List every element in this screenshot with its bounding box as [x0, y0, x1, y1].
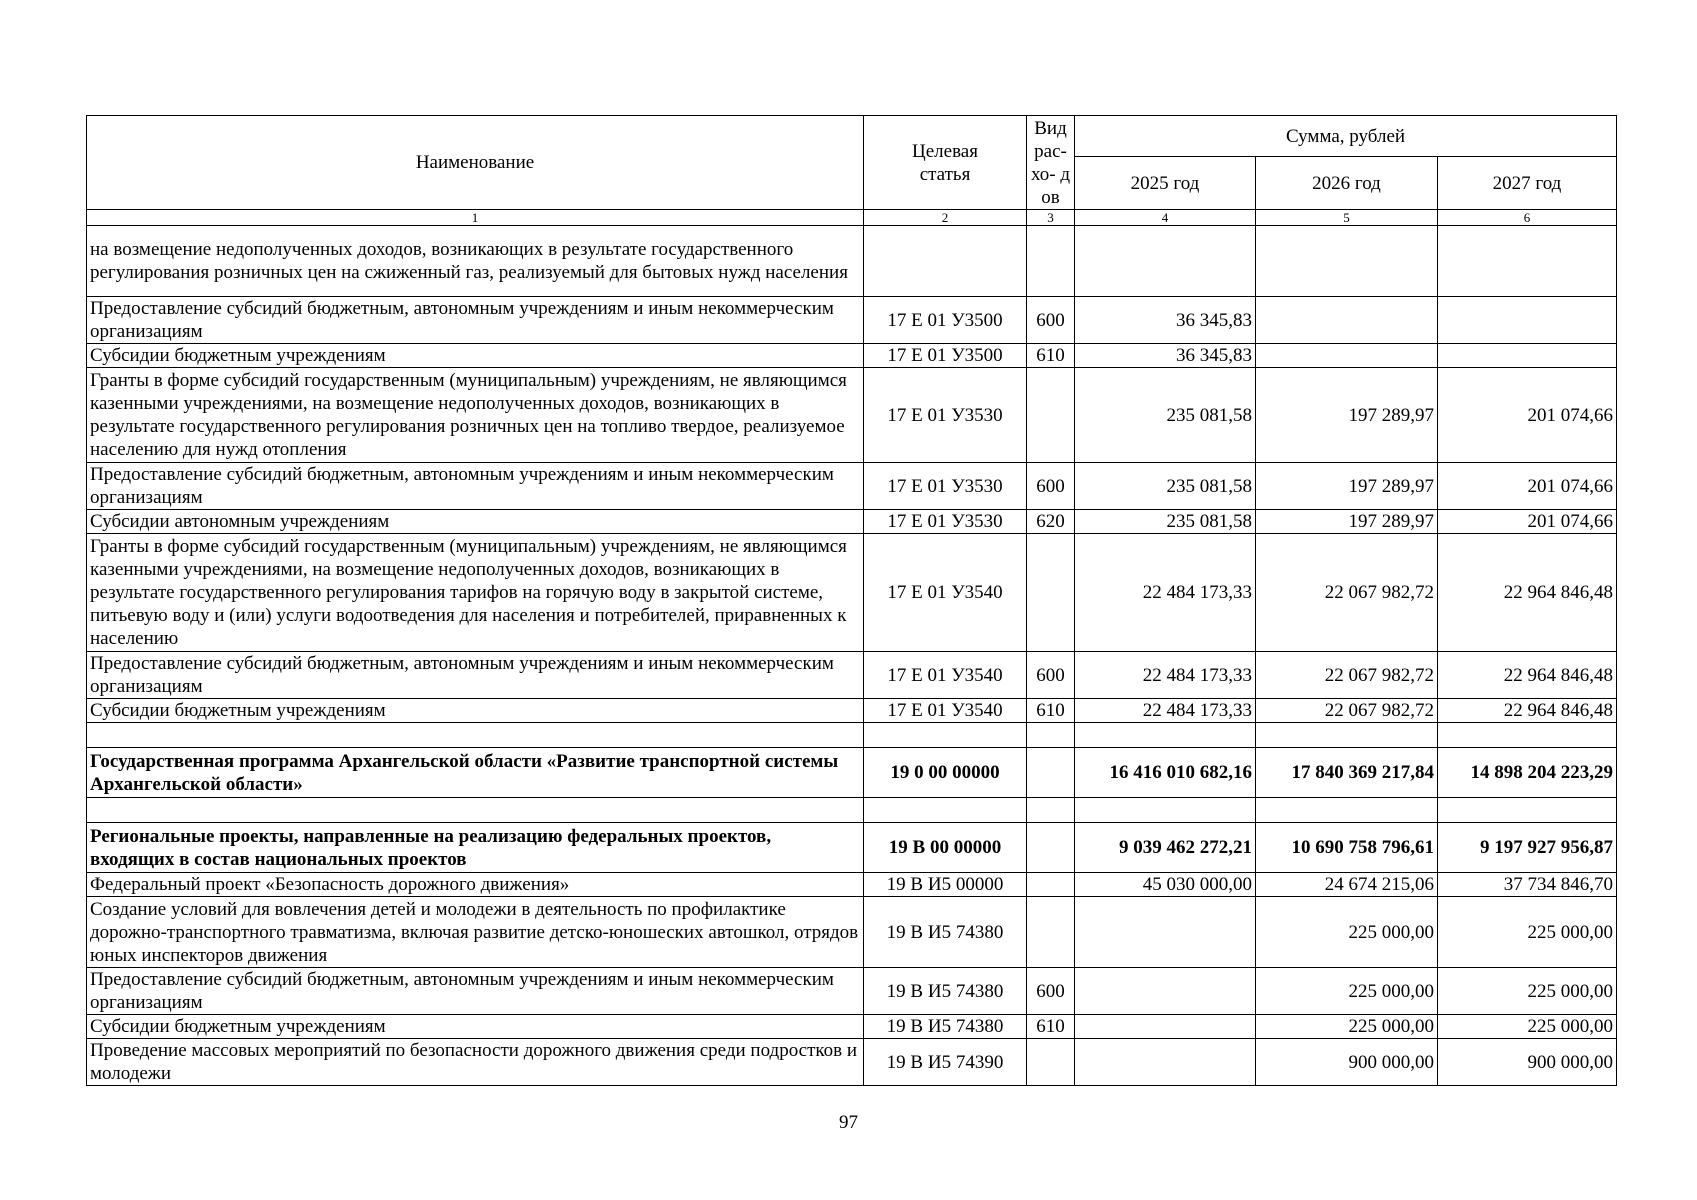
- row-kind: [1027, 368, 1075, 463]
- row-name: [87, 798, 864, 823]
- row-code: [864, 226, 1027, 297]
- table-row: [87, 968, 1617, 1015]
- row-amount-2025: [1075, 798, 1256, 823]
- header-year-2027: 2027 год: [1438, 157, 1617, 210]
- row-kind: [1027, 897, 1075, 968]
- row-code: 19 В И5 74380: [864, 968, 1027, 1015]
- table-row: [87, 897, 1617, 968]
- row-amount-2025: 16 416 010 682,16: [1075, 748, 1256, 798]
- row-name: Гранты в форме субсидий государственным (муниципальным) учреждениям, не являющимся казенными учреждениями, на возмещение недополученных доходов, возникающих в результате государственного регулирования тарифов на горячую воду в закрытой системе, питьевую воду и (или) услуги водоотведения для населения и потребителей, приравненных к населению: [87, 534, 864, 652]
- header-name: Наименование: [87, 116, 864, 210]
- table-row: [87, 1039, 1617, 1086]
- row-amount-2025: [1075, 968, 1256, 1015]
- column-number-row: [87, 210, 1617, 226]
- table-row: [87, 823, 1617, 873]
- row-name: Создание условий для вовлечения детей и молодежи в деятельность по профилактике дорожно-транспортного травматизма, включая развитие детско-юношеских автошкол, отрядов юных инспекторов движения: [87, 897, 864, 968]
- column-number: 4: [1075, 210, 1256, 226]
- row-code: [864, 798, 1027, 823]
- row-name: [87, 723, 864, 748]
- table-row: [87, 368, 1617, 463]
- row-name: Региональные проекты, направленные на реализацию федеральных проектов, входящих в состав национальных проектов: [87, 823, 864, 873]
- row-amount-2025: 235 081,58: [1075, 463, 1256, 510]
- row-name: Предоставление субсидий бюджетным, автономным учреждениям и иным некоммерческим организациям: [87, 297, 864, 344]
- row-kind: 620: [1027, 510, 1075, 534]
- row-name: Субсидии бюджетным учреждениям: [87, 699, 864, 723]
- table-row: [87, 534, 1617, 652]
- row-kind: [1027, 873, 1075, 897]
- row-amount-2026: 225 000,00: [1256, 897, 1438, 968]
- table-row: [87, 510, 1617, 534]
- row-amount-2025: [1075, 723, 1256, 748]
- row-amount-2027: [1438, 226, 1617, 297]
- row-amount-2026: 197 289,97: [1256, 463, 1438, 510]
- header-code: Целевая статья: [864, 116, 1027, 210]
- budget-table: [86, 115, 1617, 1086]
- row-kind: [1027, 1039, 1075, 1086]
- row-code: 19 0 00 00000: [864, 748, 1027, 798]
- row-amount-2026: 24 674 215,06: [1256, 873, 1438, 897]
- column-number: 6: [1438, 210, 1617, 226]
- row-amount-2025: [1075, 897, 1256, 968]
- header-kind: Вид рас- хо- дов: [1027, 116, 1075, 210]
- row-kind: 600: [1027, 463, 1075, 510]
- row-amount-2025: 36 345,83: [1075, 344, 1256, 368]
- row-kind: 600: [1027, 297, 1075, 344]
- row-amount-2027: 900 000,00: [1438, 1039, 1617, 1086]
- table-row: [87, 344, 1617, 368]
- row-name: на возмещение недополученных доходов, возникающих в результате государственного регулирования розничных цен на сжиженный газ, реализуемый для бытовых нужд населения: [87, 226, 864, 297]
- row-amount-2026: [1256, 226, 1438, 297]
- row-amount-2027: 9 197 927 956,87: [1438, 823, 1617, 873]
- row-amount-2027: [1438, 798, 1617, 823]
- row-amount-2027: 201 074,66: [1438, 463, 1617, 510]
- row-amount-2025: 36 345,83: [1075, 297, 1256, 344]
- column-number: 2: [864, 210, 1027, 226]
- row-kind: [1027, 226, 1075, 297]
- table-row: [87, 873, 1617, 897]
- row-amount-2025: [1075, 1015, 1256, 1039]
- row-amount-2027: [1438, 344, 1617, 368]
- row-amount-2026: [1256, 723, 1438, 748]
- row-name: Государственная программа Архангельской области «Развитие транспортной системы Архангельской области»: [87, 748, 864, 798]
- row-amount-2025: 22 484 173,33: [1075, 699, 1256, 723]
- row-amount-2027: [1438, 723, 1617, 748]
- row-amount-2027: 37 734 846,70: [1438, 873, 1617, 897]
- table-row: [87, 723, 1617, 748]
- row-code: 17 Е 01 У3530: [864, 463, 1027, 510]
- row-code: 19 В И5 74390: [864, 1039, 1027, 1086]
- row-code: [864, 723, 1027, 748]
- row-amount-2027: 22 964 846,48: [1438, 699, 1617, 723]
- row-amount-2027: 225 000,00: [1438, 1015, 1617, 1039]
- row-kind: 600: [1027, 652, 1075, 699]
- table-row: [87, 1015, 1617, 1039]
- row-kind: [1027, 534, 1075, 652]
- row-code: 17 Е 01 У3530: [864, 510, 1027, 534]
- row-amount-2027: 22 964 846,48: [1438, 534, 1617, 652]
- row-amount-2027: 201 074,66: [1438, 510, 1617, 534]
- row-code: 17 Е 01 У3500: [864, 344, 1027, 368]
- row-amount-2025: 22 484 173,33: [1075, 652, 1256, 699]
- row-code: 19 В 00 00000: [864, 823, 1027, 873]
- table-row: [87, 748, 1617, 798]
- row-name: Предоставление субсидий бюджетным, автономным учреждениям и иным некоммерческим организациям: [87, 652, 864, 699]
- row-kind: 610: [1027, 1015, 1075, 1039]
- row-name: Федеральный проект «Безопасность дорожного движения»: [87, 873, 864, 897]
- column-number: 3: [1027, 210, 1075, 226]
- row-code: 19 В И5 74380: [864, 1015, 1027, 1039]
- table-body: [87, 210, 1617, 1086]
- row-name: Проведение массовых мероприятий по безопасности дорожного движения среди подростков и молодежи: [87, 1039, 864, 1086]
- table-row: [87, 226, 1617, 297]
- row-amount-2025: 235 081,58: [1075, 510, 1256, 534]
- row-code: 19 В И5 00000: [864, 873, 1027, 897]
- row-amount-2025: 235 081,58: [1075, 368, 1256, 463]
- row-amount-2026: 197 289,97: [1256, 368, 1438, 463]
- column-number: 1: [87, 210, 864, 226]
- row-name: Субсидии автономным учреждениям: [87, 510, 864, 534]
- row-amount-2026: 225 000,00: [1256, 968, 1438, 1015]
- header-year-2026: 2026 год: [1256, 157, 1438, 210]
- row-name: Субсидии бюджетным учреждениям: [87, 344, 864, 368]
- row-code: 17 Е 01 У3540: [864, 652, 1027, 699]
- row-amount-2027: [1438, 297, 1617, 344]
- row-amount-2026: 22 067 982,72: [1256, 652, 1438, 699]
- row-kind: 610: [1027, 699, 1075, 723]
- row-name: Предоставление субсидий бюджетным, автономным учреждениям и иным некоммерческим организациям: [87, 463, 864, 510]
- row-kind: [1027, 798, 1075, 823]
- row-code: 17 Е 01 У3500: [864, 297, 1027, 344]
- row-amount-2025: 22 484 173,33: [1075, 534, 1256, 652]
- row-amount-2027: 14 898 204 223,29: [1438, 748, 1617, 798]
- table-row: [87, 798, 1617, 823]
- row-amount-2025: [1075, 1039, 1256, 1086]
- row-amount-2026: 900 000,00: [1256, 1039, 1438, 1086]
- column-number: 5: [1256, 210, 1438, 226]
- table-row: [87, 297, 1617, 344]
- row-code: 19 В И5 74380: [864, 897, 1027, 968]
- row-kind: [1027, 723, 1075, 748]
- row-amount-2025: 45 030 000,00: [1075, 873, 1256, 897]
- row-name: Предоставление субсидий бюджетным, автономным учреждениям и иным некоммерческим организациям: [87, 968, 864, 1015]
- row-amount-2026: 10 690 758 796,61: [1256, 823, 1438, 873]
- row-amount-2027: 225 000,00: [1438, 897, 1617, 968]
- row-name: Гранты в форме субсидий государственным (муниципальным) учреждениям, не являющимся казенными учреждениями, на возмещение недополученных доходов, возникающих в результате государственного регулирования розничных цен на топливо твердое, реализуемое населению для нужд отопления: [87, 368, 864, 463]
- table-row: [87, 652, 1617, 699]
- row-amount-2026: 22 067 982,72: [1256, 699, 1438, 723]
- row-amount-2027: 22 964 846,48: [1438, 652, 1617, 699]
- row-code: 17 Е 01 У3540: [864, 699, 1027, 723]
- row-kind: 600: [1027, 968, 1075, 1015]
- header-sum: Сумма, рублей: [1075, 116, 1617, 157]
- table-header: [87, 116, 1617, 210]
- table-row: [87, 699, 1617, 723]
- row-amount-2025: [1075, 226, 1256, 297]
- row-kind: 610: [1027, 344, 1075, 368]
- row-amount-2026: [1256, 344, 1438, 368]
- row-code: 17 Е 01 У3540: [864, 534, 1027, 652]
- row-amount-2026: 225 000,00: [1256, 1015, 1438, 1039]
- row-amount-2026: [1256, 297, 1438, 344]
- row-amount-2027: 201 074,66: [1438, 368, 1617, 463]
- row-code: 17 Е 01 У3530: [864, 368, 1027, 463]
- row-kind: [1027, 823, 1075, 873]
- page-number: 97: [839, 1112, 858, 1133]
- row-amount-2026: [1256, 798, 1438, 823]
- row-amount-2025: 9 039 462 272,21: [1075, 823, 1256, 873]
- row-amount-2026: 22 067 982,72: [1256, 534, 1438, 652]
- table-row: [87, 463, 1617, 510]
- header-year-2025: 2025 год: [1075, 157, 1256, 210]
- row-amount-2026: 197 289,97: [1256, 510, 1438, 534]
- row-amount-2026: 17 840 369 217,84: [1256, 748, 1438, 798]
- row-name: Субсидии бюджетным учреждениям: [87, 1015, 864, 1039]
- row-amount-2027: 225 000,00: [1438, 968, 1617, 1015]
- row-kind: [1027, 748, 1075, 798]
